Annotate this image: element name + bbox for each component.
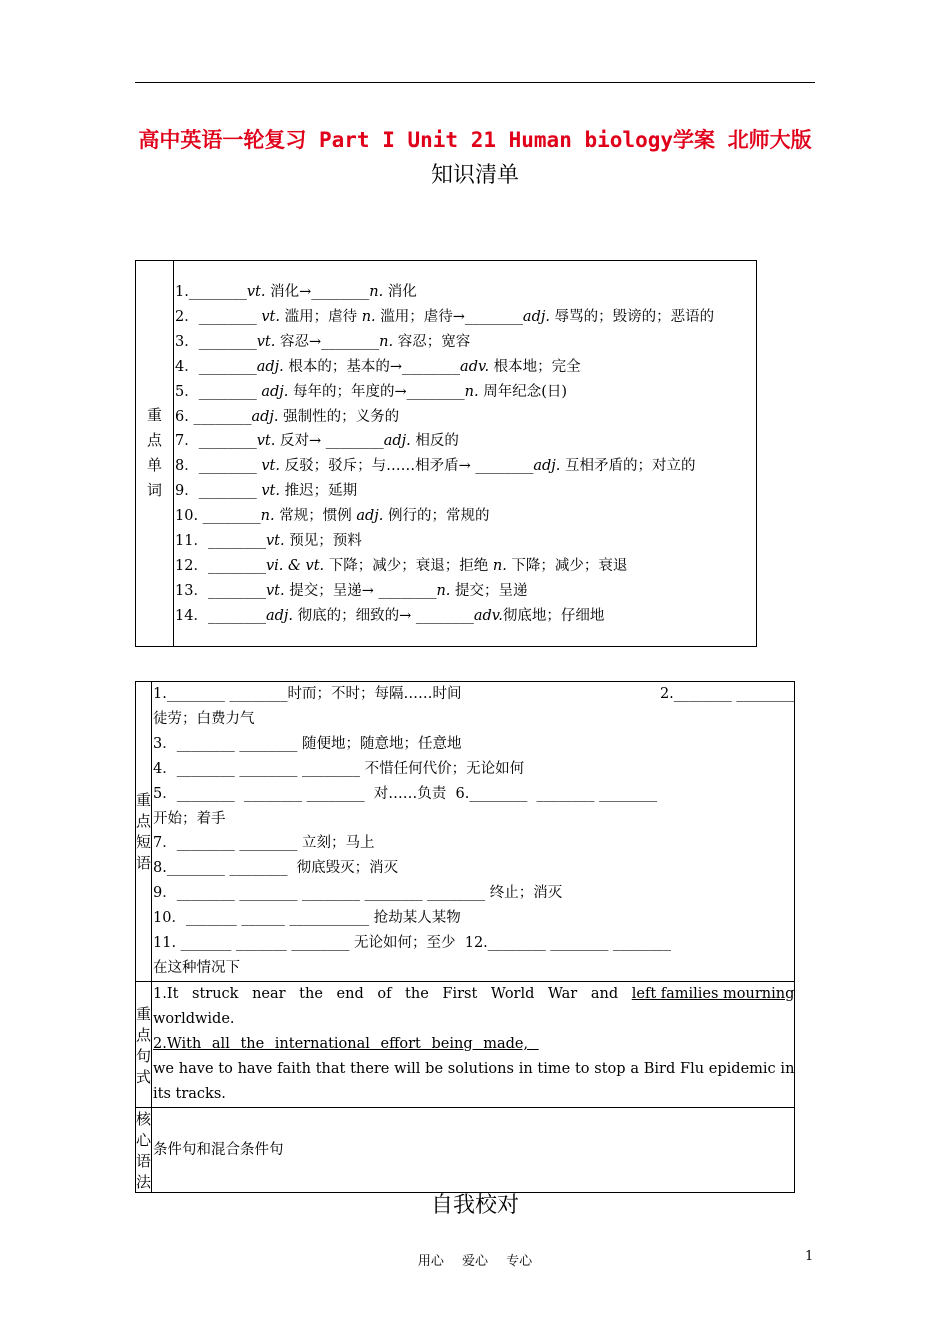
phrase-list — [152, 682, 795, 982]
document-subtitle: 知识清单 — [430, 163, 519, 188]
grammar-label: 核心语法 — [136, 1108, 152, 1193]
phrases-table — [135, 681, 795, 1193]
grammar-text: 条件句和混合条件句 — [152, 1108, 795, 1193]
phrase-line: 徒劳；白费力气 — [153, 710, 255, 727]
vocab-list — [174, 261, 757, 647]
vocab-item: 13．________vt. 提交；呈递→ ________n. 提交；呈递 — [175, 582, 528, 599]
phrase-line: 11. _______ _______ ________ 无论如何；至少 12.________ ________ ________ — [153, 935, 672, 952]
phrase-line: 3．________ ________ 随便地；随意地；任意地 — [153, 735, 462, 752]
vocab-label: 重 点 单 词 — [136, 261, 174, 647]
vocab-item: 11．________vt. 预见；预料 — [175, 533, 362, 550]
phrase-line: 7．________ ________ 立刻；马上 — [153, 835, 375, 852]
footer-text: 用心 爱心 专心 — [417, 1254, 533, 1269]
phrase-line: 8.________ ________ 彻底毁灭；消灭 — [153, 860, 399, 877]
sentences-label: 重点句式 — [136, 981, 152, 1108]
vocab-item: 7．________vt. 反对→ ________adj. 相反的 — [175, 433, 459, 450]
sentence-2-line: 2.With all the international effort being made, — [153, 1035, 539, 1052]
phrase-line: 开始；着手 — [153, 810, 226, 827]
vocab-item: 1.________vt. 消化→________n. 消化 — [175, 284, 417, 300]
document-title: 高中英语一轮复习 Part I Unit 21 Human biology学案 北师大版 — [138, 128, 812, 152]
phrase-line: 在这种情况下 — [153, 959, 241, 976]
phrase-line: 4．________ ________ ________ 不惜任何代价；无论如何 — [153, 760, 525, 777]
vocab-item: 14．________adj. 彻底的；细致的→ ________adv.彻底地；仔细地 — [175, 607, 605, 624]
page-number: 1 — [805, 1249, 814, 1264]
phrase-line: 1.________ ________时而；不时；每隔……时间 2.________ ________ — [153, 686, 795, 702]
vocab-item: 5．________ adj. 每年的；年度的→________n. 周年纪念(日) — [175, 383, 568, 400]
sentence-list — [152, 981, 795, 1108]
vocab-item: 8．________ vt. 反驳；驳斥；与……相矛盾→ ________adj. 互相矛盾的；对立的 — [175, 458, 696, 475]
vocab-item: 2．________ vt. 滥用；虐待 n. 滥用；虐待→________adj. 辱骂的；毁谤的；恶语的 — [175, 308, 715, 325]
vocab-item: 10. ________n. 常规；惯例 adj. 例行的；常规的 — [175, 508, 490, 525]
sentence-1-line: 1.It struck near the end of the First World War and left families mourning — [153, 985, 795, 1002]
vocab-item: 4．________adj. 根本的；基本的→________adv. 根本地；完全 — [175, 358, 581, 375]
phrases-label: 重点短语 — [136, 682, 152, 982]
phrase-line: 10．_______ ______ ___________ 抢劫某人某物 — [153, 910, 461, 927]
vocab-item: 12．________vi. & vt. 下降；减少；衰退；拒绝 n. 下降；减少；衰退 — [175, 557, 628, 574]
phrase-line: 9．________ ________ ________ ________ ________ 终止；消灭 — [153, 885, 563, 902]
header-rule — [135, 82, 815, 83]
phrase-line: 5．________ ________ ________ 对……负责 6.________ ________ ________ — [153, 785, 658, 802]
vocab-item: 6. ________adj. 强制性的；义务的 — [175, 408, 400, 425]
section-heading: 自我校对 — [430, 1193, 519, 1218]
vocab-table — [135, 260, 757, 647]
vocab-item: 3．________vt. 容忍→________n. 容忍；宽容 — [175, 333, 471, 350]
sentence-1-cont: worldwide. — [153, 1010, 235, 1027]
sentence-2-cont: we have to have faith that there will be solutions in time to stop a Bird Flu epidemic in its tracks. — [153, 1060, 795, 1102]
vocab-item: 9．________ vt. 推迟；延期 — [175, 483, 358, 500]
